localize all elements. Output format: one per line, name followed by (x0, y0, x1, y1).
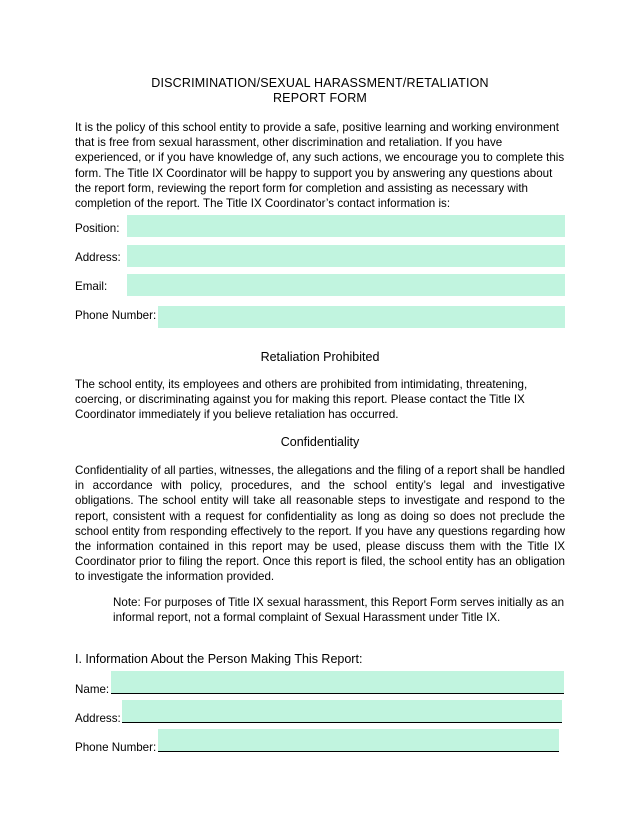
reporter-address-input[interactable] (122, 700, 562, 723)
retaliation-heading: Retaliation Prohibited (260, 350, 380, 364)
retaliation-paragraph: The school entity, its employees and others are prohibited from intimidating, threatening, coercing, or discriminating against you for making this report. Please contact the Title IX Coordinator immediately if you believe retaliation has occurred. (75, 378, 528, 422)
reporter-phone-label: Phone Number: (75, 741, 157, 754)
name-label: Name: (75, 683, 110, 696)
address-label: Address: (75, 251, 121, 264)
name-input[interactable] (111, 671, 564, 694)
phone-label: Phone Number: (75, 309, 157, 322)
address-input[interactable] (127, 245, 565, 267)
confidentiality-paragraph: Confidentiality of all parties, witnesses, the allegations and the filing of a report shall be handled in accordance with policy, procedures, and the school entity’s legal and investigative obligations. The school entity will take all reasonable steps to investigate and respond to the report, consistent with a request for confidentiality as long as doing so does not preclude the school entity from responding effectively to the report. If you have any questions regarding how the information contained in this report may be used, please discuss them with the Title IX Coordinator prior to filing the report. Once this report is filed, the school entity has an obligation to investigate the information provided. (75, 464, 565, 584)
form-title-line2: REPORT FORM (272, 91, 368, 105)
email-input[interactable] (127, 274, 565, 296)
confidentiality-heading: Confidentiality (280, 435, 360, 449)
position-label: Position: (75, 222, 120, 235)
reporter-address-label: Address: (75, 712, 121, 725)
position-input[interactable] (127, 215, 565, 237)
form-title-line1: DISCRIMINATION/SEXUAL HARASSMENT/RETALIATION (151, 76, 489, 90)
note-paragraph: Note: For purposes of Title IX sexual harassment, this Report Form serves initially as an informal report, not a formal complaint of Sexual Harassment under Title IX. (113, 596, 565, 625)
email-label: Email: (75, 280, 108, 293)
section1-heading: I. Information About the Person Making This Report: (75, 652, 363, 666)
intro-paragraph: It is the policy of this school entity to provide a safe, positive learning and working environment that is free from sexual harassment, other discrimination and retaliation. If you have experienced, or if you have knowledge of, any such actions, we encourage you to complete this form. The Title IX Coordinator will be happy to support you by answering any questions about the report form, reviewing the report form for completion and assisting as necessary with completion of the report. The Title IX Coordinator’s contact information is: (75, 121, 565, 211)
phone-input[interactable] (158, 306, 565, 328)
reporter-phone-input[interactable] (158, 729, 559, 752)
